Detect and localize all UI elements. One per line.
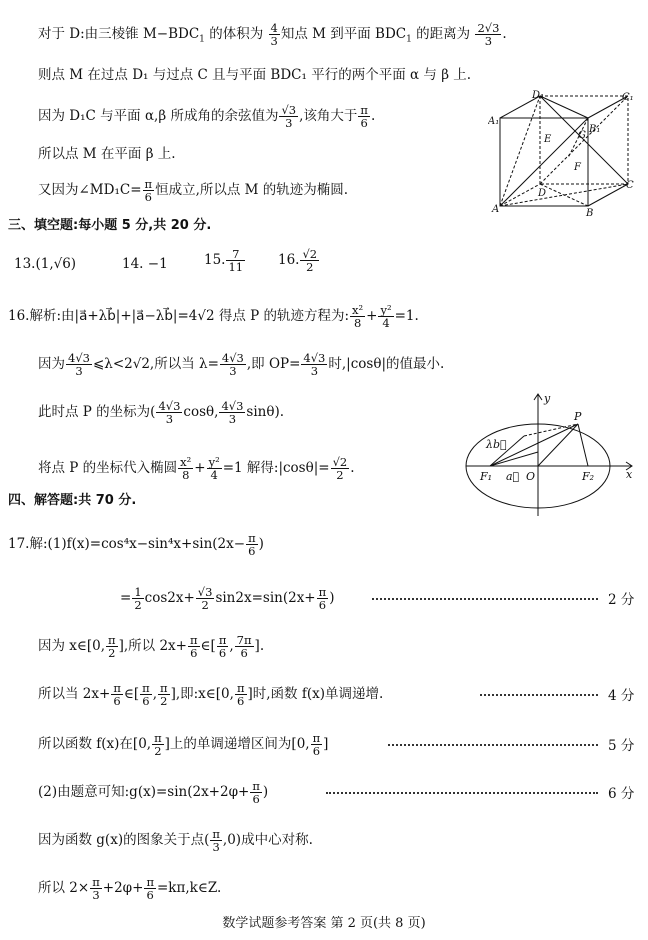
page-footer: 数学试题参考答案 第 2 页(共 8 页) — [222, 916, 426, 931]
solution-line: 所以点 M 在平面 β 上. — [38, 146, 176, 162]
answer-16: 16. $\frac{√2}{2}$ — [278, 247, 318, 274]
svg-text:C: C — [626, 180, 634, 191]
svg-text:P: P — [574, 410, 582, 423]
svg-text:F₂: F₂ — [582, 470, 595, 483]
answer-13: 13.(1,√6) — [14, 256, 77, 272]
solution-line: 对于 D:由三棱锥 $M-BDC_1$ 的体积为 $\frac{4}{3}$ 知点 M 到平面 $BDC_1$ 的距离为 $\frac{2√3}{3}$ . — [38, 21, 507, 48]
fraction: $\frac{4}{3}$ — [270, 21, 278, 48]
solution-line: (2)由题意可知:g(x)=sin(2x+2φ+ $\frac{\pi}{6}$ ) — [38, 779, 269, 806]
solution-line: 所以当 2x+ $\frac{\pi}{6}$ ∈[ $\frac{\pi}{6}$ , $\frac{\pi}{2}$ ],即:x∈[0, $\frac{\pi}{6}$ ]时,函数 f(x)单调递增. — [38, 681, 384, 708]
cube-figure — [488, 88, 638, 220]
svg-text:A₁: A₁ — [488, 116, 500, 127]
solution-line: = $\frac{1}{2}$ cos2x+ $\frac{√3}{2}$ sin2x=sin(2x+ $\frac{\pi}{6}$ ) — [120, 585, 335, 612]
dot-leader — [326, 792, 598, 794]
solution-line: 所以函数 f(x)在[0, $\frac{\pi}{2}$ ]上的单调递增区间为[0, $\frac{\pi}{6}$ ] — [38, 731, 329, 758]
dot-leader — [372, 598, 598, 600]
svg-text:F₁: F₁ — [480, 470, 493, 483]
solution-line: 所以 2× $\frac{\pi}{3}$ +2φ+ $\frac{\pi}{6}$ =kπ,k∈Z. — [38, 875, 222, 902]
solution-line: 因为 D₁C 与平面 α,β 所成角的余弦值为 $\frac{√3}{3}$ ,该角大于 $\frac{\pi}{6}$ . — [38, 103, 376, 130]
ellipse-figure — [462, 390, 642, 518]
svg-text:E: E — [544, 134, 552, 145]
solution-line: 此时点 P 的坐标为( $\frac{4√3}{3}$ cosθ, $\frac{4√3}{3}$ sinθ). — [38, 399, 285, 426]
svg-text:D₁: D₁ — [532, 90, 545, 101]
solution-line: 因为函数 g(x)的图象关于点( $\frac{\pi}{3}$ ,0)成中心对称. — [38, 827, 313, 854]
svg-text:λb⃗: λb⃗ — [486, 438, 507, 451]
dot-leader — [388, 744, 598, 746]
fraction: $\frac{2√3}{3}$ — [477, 21, 500, 48]
svg-text:O: O — [526, 470, 536, 483]
solution-line: 又因为∠MD₁C= $\frac{\pi}{6}$ 恒成立,所以点 M 的轨迹为椭圆. — [38, 177, 349, 204]
svg-text:F: F — [574, 162, 581, 173]
score: 5 分 — [608, 738, 635, 754]
section-heading: 四、解答题:共 70 分. — [8, 493, 137, 508]
svg-text:x: x — [626, 468, 633, 481]
solution-line: 17.解:(1)f(x)=cos⁴x−sin⁴x+sin(2x− $\frac{\pi}{6}$ ) — [8, 531, 264, 558]
score: 2 分 — [608, 592, 635, 608]
score: 4 分 — [608, 688, 635, 704]
svg-text:B: B — [586, 208, 594, 219]
section-heading: 三、填空题:每小题 5 分,共 20 分. — [8, 218, 212, 233]
solution-line: 因为 x∈[0, $\frac{\pi}{2}$ ],所以 2x+ $\frac{\pi}{6}$ ∈[ $\frac{\pi}{6}$ , $\frac{7\pi}{6}$ ]. — [38, 633, 265, 660]
svg-text:y: y — [544, 392, 551, 405]
svg-text:G: G — [578, 130, 586, 141]
solution-line: 将点 P 的坐标代入椭圆 $\frac{\text{x²}}{8}$ + $\frac{\text{y²}}{4}$ =1 解得:|cosθ|= $\frac{√2}{2}$ . — [38, 455, 355, 482]
solution-line: 则点 M 在过点 D₁ 与过点 C 且与平面 BDC₁ 平行的两个平面 α 与 β 上. — [38, 67, 472, 83]
svg-text:B₁: B₁ — [589, 124, 601, 135]
solution-line: 因为 $\frac{4√3}{3}$ ⩽λ<2√2,所以当 λ= $\frac{4√3}{3}$ ,即 OP= $\frac{4√3}{3}$ 时,|cosθ|的值最小. — [38, 351, 445, 378]
score: 6 分 — [608, 786, 635, 802]
svg-text:D: D — [538, 188, 547, 199]
answer-15: 15. $\frac{7}{11}$ — [204, 247, 244, 274]
svg-text:C₁: C₁ — [622, 92, 634, 103]
solution-line: 16.解析:由|a⃗+λb⃗|+|a⃗−λb⃗|=4√2 得点 P 的轨迹方程为: $\frac{\text{x²}}{8}$ + $\frac{\text{y²}}{4}$ =1. — [8, 303, 419, 330]
answer-14: 14. −1 — [122, 256, 168, 272]
dot-leader — [480, 694, 598, 696]
svg-text:A: A — [492, 204, 500, 215]
svg-text:a⃗: a⃗ — [506, 470, 520, 483]
